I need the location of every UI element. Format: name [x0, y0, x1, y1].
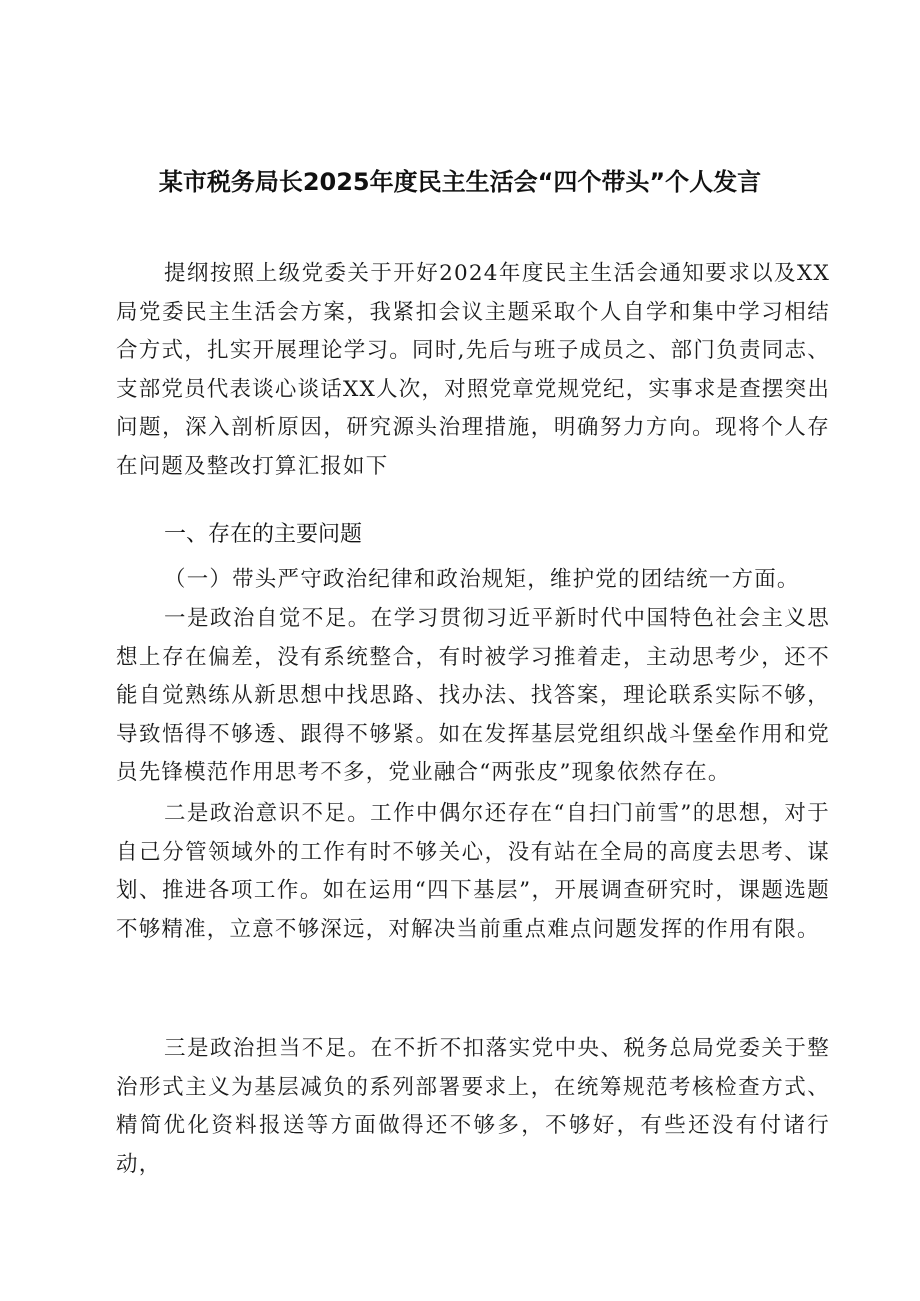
- paragraph-political-responsibility: 三是政治担当不足。在不折不扣落实党中央、税务总局党委关于整治形式主义为基层减负的系列部署要求上，在统筹规范考核检查方式、精简优化资料报送等方面做得还不够多，不够好，有些还没有付诸行动，: [116, 1036, 830, 1177]
- subsection-heading: （一）带头严守政治纪律和政治规矩，维护党的团结统一方面。: [164, 567, 800, 592]
- intro-paragraph: 提纲按照上级党委关于开好2024年度民主生活会通知要求以及XX局党委民主生活会方案，我紧扣会议主题采取个人自学和集中学习相结合方式，扎实开展理论学习。同时,先后与班子成员之、部门负责同志、支部党员代表谈心谈话XX人次，对照党章党规党纪，实事求是查摆突出问题，深入剖析原因，研究源头治理措施，明确努力方向。现将个人存在问题及整改打算汇报如下: [116, 261, 831, 479]
- section-heading: 一、存在的主要问题: [164, 522, 363, 547]
- paragraph-political-consciousness: 一是政治自觉不足。在学习贯彻习近平新时代中国特色社会主义思想上存在偏差，没有系统整合，有时被学习推着走，主动思考少，还不能自觉熟练从新思想中找思路、找办法、找答案，理论联系实际不够，导致悟得不够透、跟得不够紧。如在发挥基层党组织战斗堡垒作用和党员先锋模范作用思考不多，党业融合“两张皮”现象依然存在。: [116, 606, 830, 786]
- document-title: 某市税务局长2025年度民主生活会“四个带头”个人发言: [158, 168, 762, 196]
- paragraph-political-awareness: 二是政治意识不足。工作中偶尔还存在“自扫门前雪”的思想，对于自己分管领域外的工作有时不够关心，没有站在全局的高度去思考、谋划、推进各项工作。如在运用“四下基层”，开展调查研究时，课题选题不够精准，立意不够深远，对解决当前重点难点问题发挥的作用有限。: [116, 801, 830, 942]
